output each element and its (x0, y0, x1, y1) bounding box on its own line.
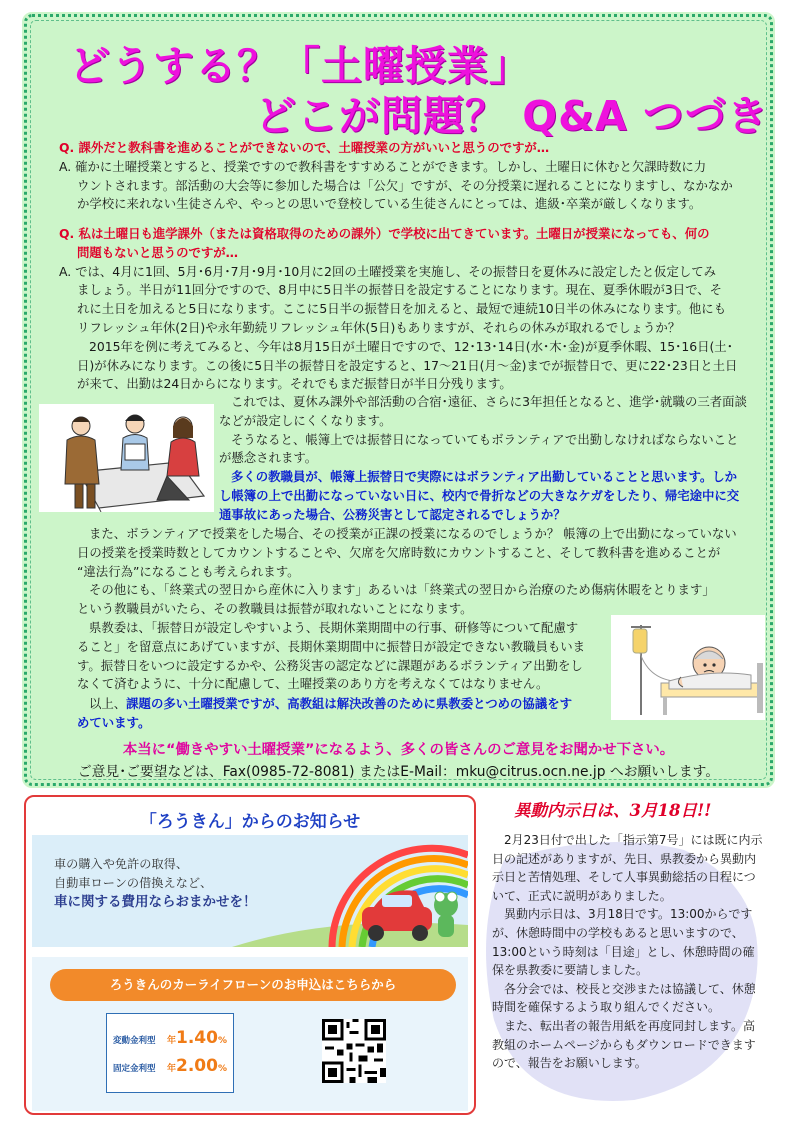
rate-unit: % (217, 1064, 227, 1074)
answer-2-line: 日)が休みになります。この後に5日半の振替日を設定すると、17～21日(月～金)までが振替日で、更に22･23日と土日 (77, 357, 738, 373)
body-line: 日の授業を授業時数としてカウントすることや、欠席を欠席時数にカウントすること、そして教科書を進めることが (77, 544, 721, 560)
body-line: す。振替日をいつに設定するかや、公務災害の認定などに課題があるボランティア出勤をし (77, 657, 583, 673)
blue-line: し帳簿の上で出勤になっていない日に、校内で骨折などの大きなケガをしたり、帰宅途中に交 (219, 487, 740, 503)
body-line: ること」を留意点にあげていますが、長期休業期間中に振替日が設定できない教職員もいま (77, 638, 586, 654)
rate-label: 固定金利型 (113, 1064, 156, 1074)
answer-1-line: ウントされます。部活動の大会等に参加した場合は「公欠」ですが、その分授業に遅れることになりますし、なかなか (77, 177, 733, 193)
rate-prefix: 年 (167, 1064, 177, 1074)
question-2-line: 問題もないと思うのですが… (77, 244, 239, 260)
answer-1-line: か学校に来れない生徒さんや、やっとの思いで登校している生徒さんにとっては、進級･卒業が厳しくなります。 (77, 196, 702, 212)
answer-2-line: A. では、4月に1回、5月･6月･7月･9月･10月に2回の土曜授業を実施し、その振替日を夏休みに設定したと仮定してみ (59, 263, 717, 279)
question-2-line: Q. 私は土曜日も進学課外（または資格取得のための課外）で学校に出てきています。土曜日が授業になっても、何の (59, 226, 710, 241)
side-line: などが設定しにくくなります。 (219, 412, 392, 428)
rate-value (167, 1028, 227, 1048)
rate-number: 2.00 (176, 1056, 218, 1076)
qr-code-icon[interactable] (322, 1019, 386, 1083)
summary-prefix: 以上、 (89, 696, 127, 711)
answer-2-line: ましょう。半日が11回分ですので、8月中に5日半の振替日を設定することになります。現在、夏季休暇が3日で、そ (77, 282, 723, 298)
body-line: また、ボランティアで授業をした場合、その授業が正課の授業になるのでしょうか？ 帳簿の上で出勤になっていない (89, 526, 737, 541)
body-line: その他にも、「終業式の翌日から産休に入ります」あるいは「終業式の翌日から治療のため傷病休暇をとります」 (89, 582, 715, 598)
blue-line: 多くの教職員が、帳簿上振替日で実際にはボランティア出勤していることと思います。しか (231, 469, 738, 485)
banner-line: 自動車ローンの借換えなど、 (54, 876, 213, 890)
kenkyoi-paragraph (47, 619, 607, 694)
loan-application-area (32, 957, 468, 1111)
qa-panel (24, 14, 773, 786)
answer-2-line: リフレッシュ年休(2日)や永年勤続リフレッシュ年休(5日)もありますが、それらの休みが取れるでしょうか？ (77, 319, 681, 335)
side-line: これでは、夏休み課外や部活動の合宿･遠征、さらに3年担任となると、進学･就職の三者面談 (231, 394, 747, 409)
side-line: が懸念されます。 (219, 450, 318, 466)
body-line: という教職員がいたら、その教職員は振替が取れないことになります。 (77, 601, 473, 617)
rate-value (167, 1056, 227, 1076)
banner-headline: 車に関する費用ならおまかせを！ (54, 894, 257, 910)
notice-title: 異動内示日は、3月18日!! (514, 801, 712, 820)
summary-line: めています。 (77, 714, 151, 730)
notice-paragraph: 各分会では、校長と交渉または協議して、休憩時間を確保するよう取り組んでください。 (492, 981, 756, 1015)
closing-appeal: 本当に“働きやすい土曜授業”になるよう、多くの皆さんのご意見をお聞かせ下さい。 (122, 742, 675, 758)
blue-line: 通事故にあった場合、公務災害として認定されるでしょうか？ (219, 506, 566, 522)
car-loan-banner[interactable] (32, 835, 468, 947)
loan-apply-button[interactable]: ろうきんのカーライフローンのお申込はこちらから (50, 969, 456, 1001)
answer-2-line: が来て、出勤は24日からになります。それでもまだ振替日が半日分残ります。 (77, 376, 512, 392)
rate-variable (113, 1028, 227, 1056)
summary-blue: 課題の多い土曜授業ですが、高教組は解決改善のために県教委とつめの協議をす (126, 696, 572, 711)
answer-2-line: 2015年を例に考えてみると、今年は8月15日が土曜日ですので、12･13･14日(水･木･金)が夏季休暇、15･16日(土･ (89, 338, 733, 354)
answer-1-line: A. 確かに土曜授業とすると、授業ですので教科書をすすめることができます。しかし、土曜日に休むと欠課時数に力 (59, 158, 707, 174)
headline-line-1: どうする？「土曜授業」 (69, 42, 531, 90)
body-line: なくて済むように、十分に配慮して、土曜授業のあり方を考えなくてはなりません。 (77, 676, 549, 692)
rate-unit: % (217, 1036, 227, 1046)
qa-item-2 (47, 225, 762, 394)
side-line: そうなると、帳簿上では振替日になっていてもボランティアで出勤しなければならないこと (231, 431, 739, 447)
contact-info: ご意見･ご要望などは、Fax(0985-72-8081) またはE-Mail：mku@citrus.ocn.ne.jp へお願いします。 (77, 764, 720, 780)
notice-body (492, 831, 764, 1073)
rate-prefix: 年 (167, 1036, 177, 1046)
notice-paragraph: また、転出者の報告用紙を再度同封します。高教組のホームページからもダウンロードできますので、報告をお願いします。 (492, 1018, 756, 1071)
volunteer-paragraph (47, 525, 762, 619)
side-paragraph (205, 393, 765, 525)
rate-fixed (113, 1056, 227, 1084)
notice-paragraph: 2月23日付で出した「指示第7号」には既に内示日の記述がありますが、先日、県教委から異動内示日と苦情処理、そして人事異動総括の日程について、正式に説明がありました。 (492, 833, 763, 903)
rate-number: 1.40 (176, 1028, 218, 1048)
banner-copy (54, 855, 257, 912)
body-line: “違法行為”になることも考えられます。 (77, 563, 300, 579)
question-1: Q. 課外だと教科書を進めることができないので、土曜授業の方がいいと思うのですが… (59, 140, 550, 155)
hospital-illustration (611, 615, 765, 720)
interest-rates (106, 1013, 234, 1093)
banner-line: 車の購入や免許の取得、 (54, 857, 189, 871)
rokin-title: 「ろうきん」からのお知らせ (139, 812, 361, 832)
qa-item-1 (47, 139, 762, 214)
rate-label: 変動金利型 (113, 1036, 156, 1046)
notice-paragraph: 異動内示日は、3月18日です。13:00からですが、休憩時間中の学校もあると思いますので、13:00という時刻は「目途」とし、休憩時間の確保を県教委に要請しました。 (492, 907, 755, 978)
meeting-illustration (39, 404, 214, 512)
body-line: 県教委は、「振替日が設定しやすいよう、長期休業期間中の行事、研修等について配慮す (89, 620, 579, 635)
answer-2-line: れに土日を加えると5日になります。ここに5日半の振替日を加えると、最短で連続10日半の休みになります。他にも (77, 301, 727, 317)
rokin-panel (24, 795, 476, 1115)
headline-line-2: どこが問題？ Q&A つづき (255, 92, 769, 140)
